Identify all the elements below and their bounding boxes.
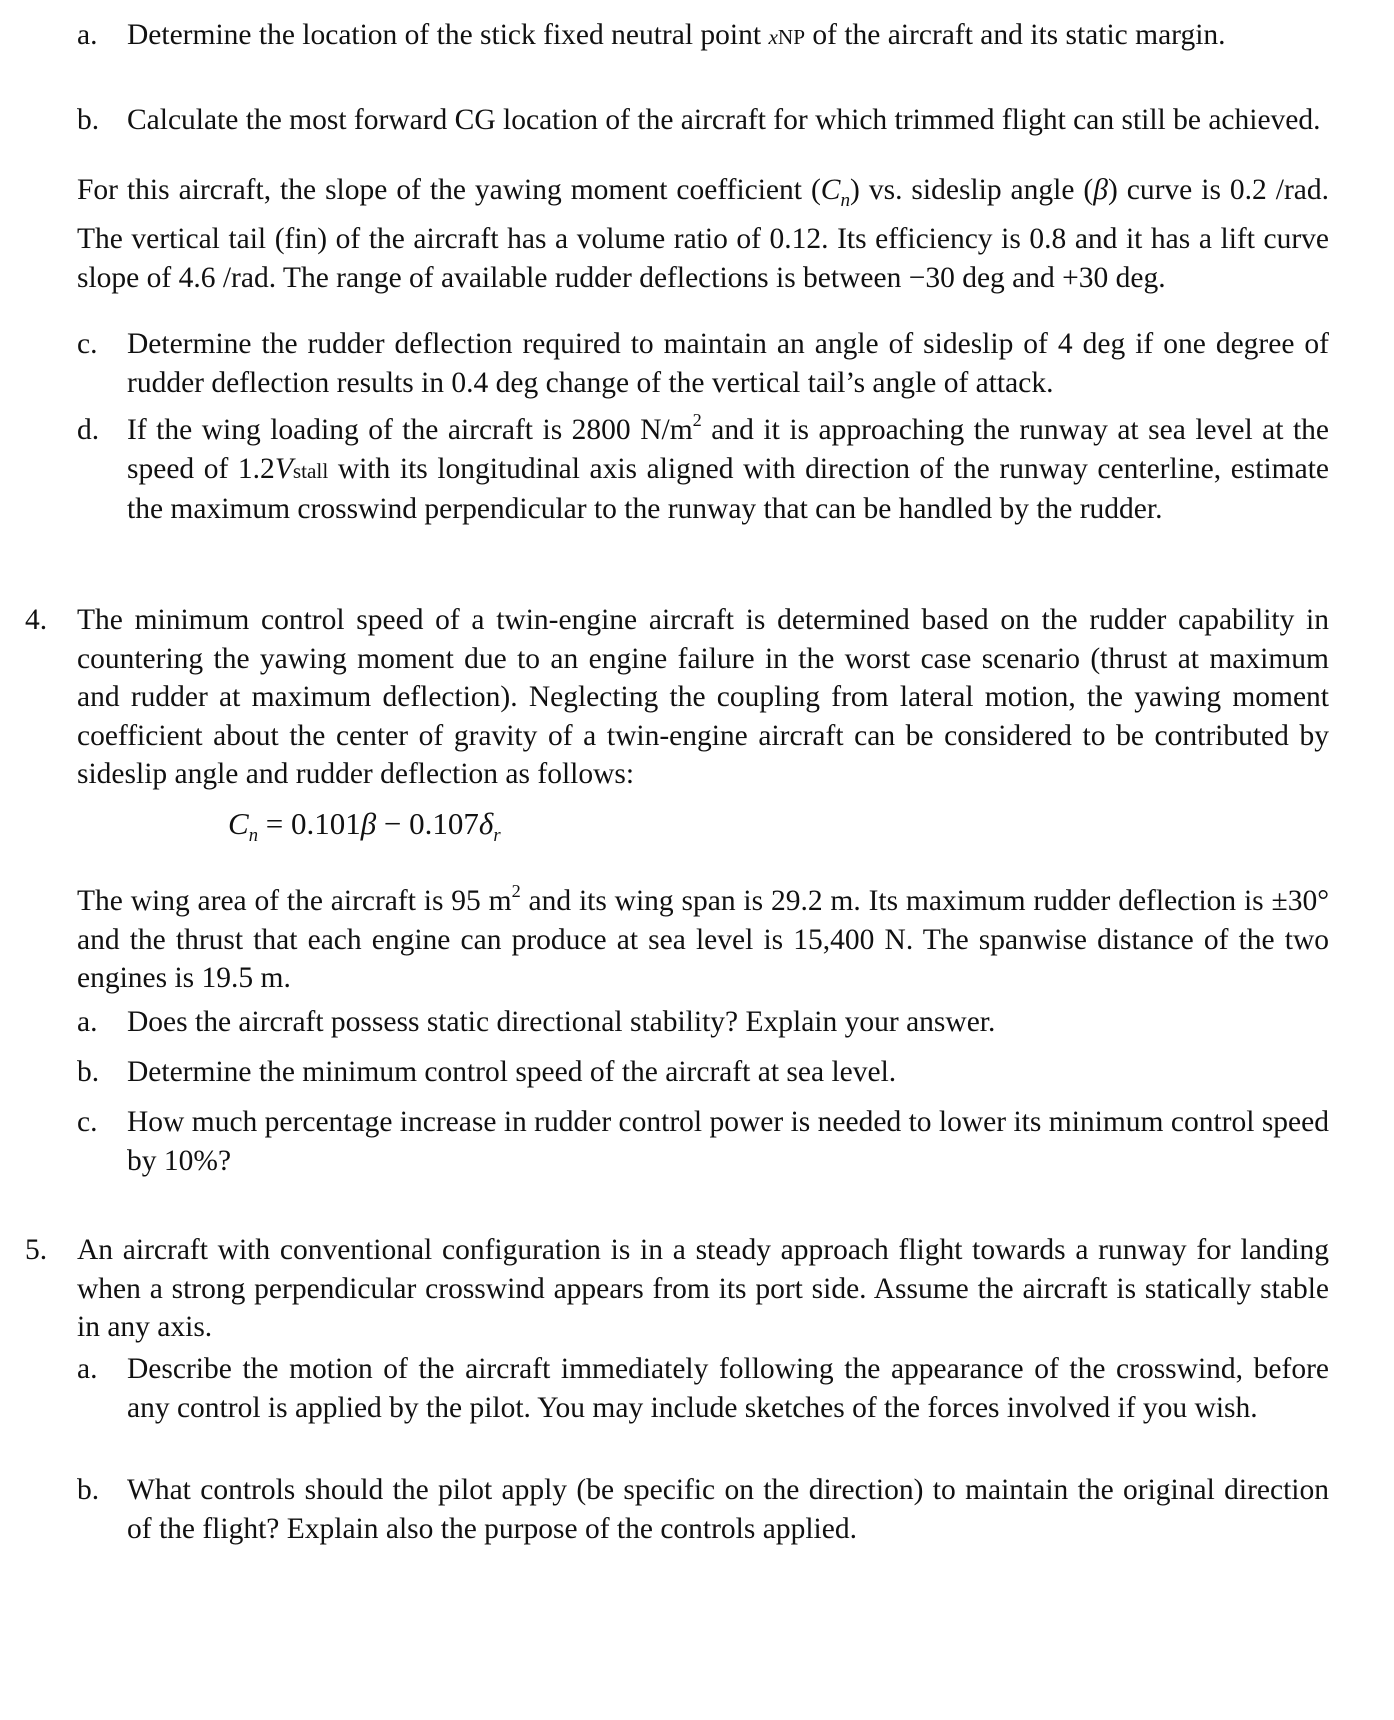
q4-part-c-text: How much percentage increase in rudder control power is needed to lower its minimum control speed by 10%?	[127, 1106, 1329, 1177]
q4-equation: $C_n = 0.101\beta - 0.107\delta_r$	[228, 806, 501, 847]
q3-paragraph: For this aircraft, the slope of the yawing moment coefficient $(C_n)$ vs. sideslip angle (β) curve is 0.2 /rad. The vertical tail (fin) of the aircraft has a volume ratio of 0.12. Its efficiency is 0.8 and it has a lift curve slope of 4.6 /rad. The range of available rudder deflections is between −30 deg and +30 deg.	[77, 174, 1329, 294]
q5-part-a-text: Describe the motion of the aircraft immediately following the appearance of the crosswind, before any control is applied by the pilot. You may include sketches of the forces involved if you wish.	[127, 1353, 1329, 1424]
q4-part-a-text: Does the aircraft possess static directional stability? Explain your answer.	[127, 1006, 996, 1038]
q3-part-d-text: If the wing loading of the aircraft is 2800 $N/m^2$ and it is approaching the runway at sea level at the speed of 1.2Vstall with its longitudinal axis aligned with direction of the runway centerline, estimate the maximum crosswind perpendicular to the runway that can be handled by the rudder.	[127, 409, 1329, 525]
q3-part-a-text: Determine the location of the stick fixed neutral point xNP of the aircraft and its static margin.	[127, 19, 1226, 51]
q4-paragraph: The wing area of the aircraft is 95 $m^2$ and its wing span is 29.2 m. Its maximum rudder deflection is ±30° and the thrust that each engine can produce at sea level is 15,400 N. The spanwise distance of the two engines is 19.5 m.	[77, 880, 1329, 994]
q5-number: 5.	[25, 1234, 48, 1266]
q5-part-a-label: a.	[77, 1353, 98, 1385]
q4-number: 4.	[25, 604, 48, 636]
q3-part-d-label: d.	[77, 414, 100, 446]
q3-part-c-label: c.	[77, 328, 98, 360]
q5-part-b-text: What controls should the pilot apply (be specific on the direction) to maintain the original direction of the flight? Explain also the purpose of the controls applied.	[127, 1474, 1329, 1545]
q3-part-a-label: a.	[77, 19, 98, 51]
q4-part-b-text: Determine the minimum control speed of the aircraft at sea level.	[127, 1056, 897, 1088]
q3-part-c-text: Determine the rudder deflection required to maintain an angle of sideslip of 4 deg if one degree of rudder deflection results in 0.4 deg change of the vertical tail’s angle of attack.	[127, 328, 1329, 399]
q5-intro-text: An aircraft with conventional configuration is in a steady approach flight towards a runway for landing when a strong perpendicular crosswind appears from its port side. Assume the aircraft is statically stable in any axis.	[77, 1234, 1329, 1343]
q4-part-b-label: b.	[77, 1056, 100, 1088]
q4-part-a-label: a.	[77, 1006, 98, 1038]
q3-part-b-label: b.	[77, 104, 100, 136]
q4-part-c-label: c.	[77, 1106, 98, 1138]
q4-intro-text: The minimum control speed of a twin-engine aircraft is determined based on the rudder capability in countering the yawing moment due to an engine failure in the worst case scenario (thrust at maximum and rudder at maximum deflection). Neglecting the coupling from lateral motion, the yawing moment coefficient about the center of gravity of a twin-engine aircraft can be considered to be contributed by sideslip angle and rudder deflection as follows:	[77, 604, 1329, 790]
q3-part-b-text: Calculate the most forward CG location of the aircraft for which trimmed flight can still be achieved.	[127, 104, 1321, 136]
q5-part-b-label: b.	[77, 1474, 100, 1506]
q5-intro	[25, 1231, 1329, 1347]
q4-intro	[25, 601, 1329, 794]
